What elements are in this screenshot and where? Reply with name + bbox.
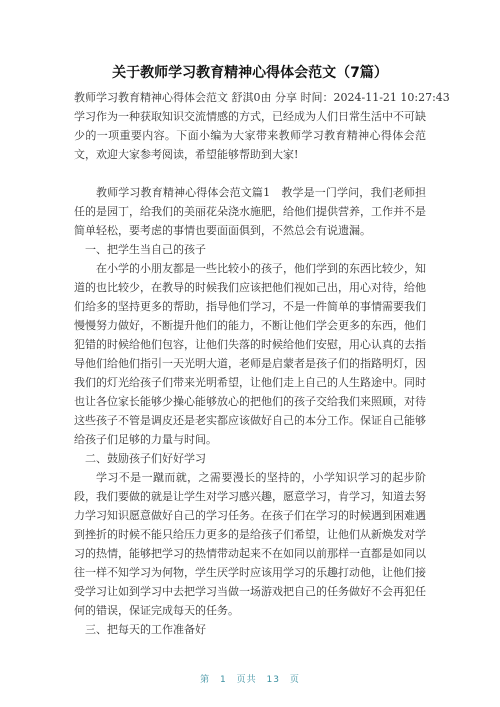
footer-prefix: 第 — [200, 675, 211, 685]
paragraph-1: 教师学习教育精神心得体会范文篇1 教学是一门学问，我们老师担任的是园丁，给我们的美丽花朵浇水施肥，给他们提供营养，工作并不是简单轻松，要考虑的事情也要面面俱到，不然总会有说遗漏。 — [74, 186, 426, 237]
footer-page-total: 13 — [266, 675, 280, 685]
paragraph-2: 在小学的小朋友都是一些比较小的孩子，他们学到的东西比较少，知道的也比较少，在教导的时候我们应该把他们视如己出，用心对待，给他们给多的坚持更多的帮助，指导他们学习，不是一件简单的事情需要我们慢慢努力做好，不断提升他们的能力，不断让他们学会更多的东西，他们犯错的时候给他们包容，让他们失落的时候给他们安慰，用心认真的去指导他们给他们指引一天光明大道，老师是启蒙者是孩子们的指路明灯，因我们的灯光给孩子们带来光明希望，让他们走上自己的人生路途中。同时也让各位家长能够少操心能够放心的把他们的孩子交给我们来照顾，对待这些孩子不管是调皮还是老实都应该做好自己的本分工作。保证自己能够给孩子们足够的力量与时间。 — [74, 262, 426, 446]
page-footer — [0, 672, 500, 685]
paragraph-gap — [74, 164, 426, 183]
footer-suffix: 页 — [289, 675, 300, 685]
section-heading-1: 一、把学生当自己的孩子 — [85, 243, 206, 256]
section-heading-3: 三、把每天的工作准备好 — [85, 623, 206, 636]
footer-mid: 页共 — [236, 675, 257, 685]
document-meta: 教师学习教育精神心得体会范文 舒淇0由 分享 时间：2024-11-21 10:27:43 — [74, 91, 450, 104]
paragraph-3: 学习不是一蹴而就，之需要漫长的坚持的，小学知识学习的起步阶段，我们要做的就是让学生对学习感兴趣，愿意学习，肯学习，知道去努力学习知识愿意做好自己的学习任务。在孩子们在学习的时候遇到困难遇到挫折的时候不能只给压力更多的是给孩子们希望，让他们从新焕发对学习的热情，能够把学习的热情带动起来不在如同以前那样一直都是如同以往一样不知学习为何物，学生厌学时应该用学习的乐趣打动他，让他们接受学习让如到学习中去把学习当做一场游戏把自己的任务做好不会再犯任何的错误，保证完成每天的任务。 — [74, 471, 426, 617]
intro-paragraph: 学习作为一种获取知识交流情感的方式，已经成为人们日常生活中不可缺少的一项重要内容。下面小编为大家带来教师学习教育精神心得体会范文，欢迎大家参考阅读，希望能够帮助到大家! — [74, 110, 426, 161]
document-title: 关于教师学习教育精神心得体会范文（7篇） — [112, 65, 388, 81]
footer-page-number: 1 — [220, 675, 227, 685]
section-heading-2: 二、鼓励孩子们好好学习 — [85, 452, 206, 465]
